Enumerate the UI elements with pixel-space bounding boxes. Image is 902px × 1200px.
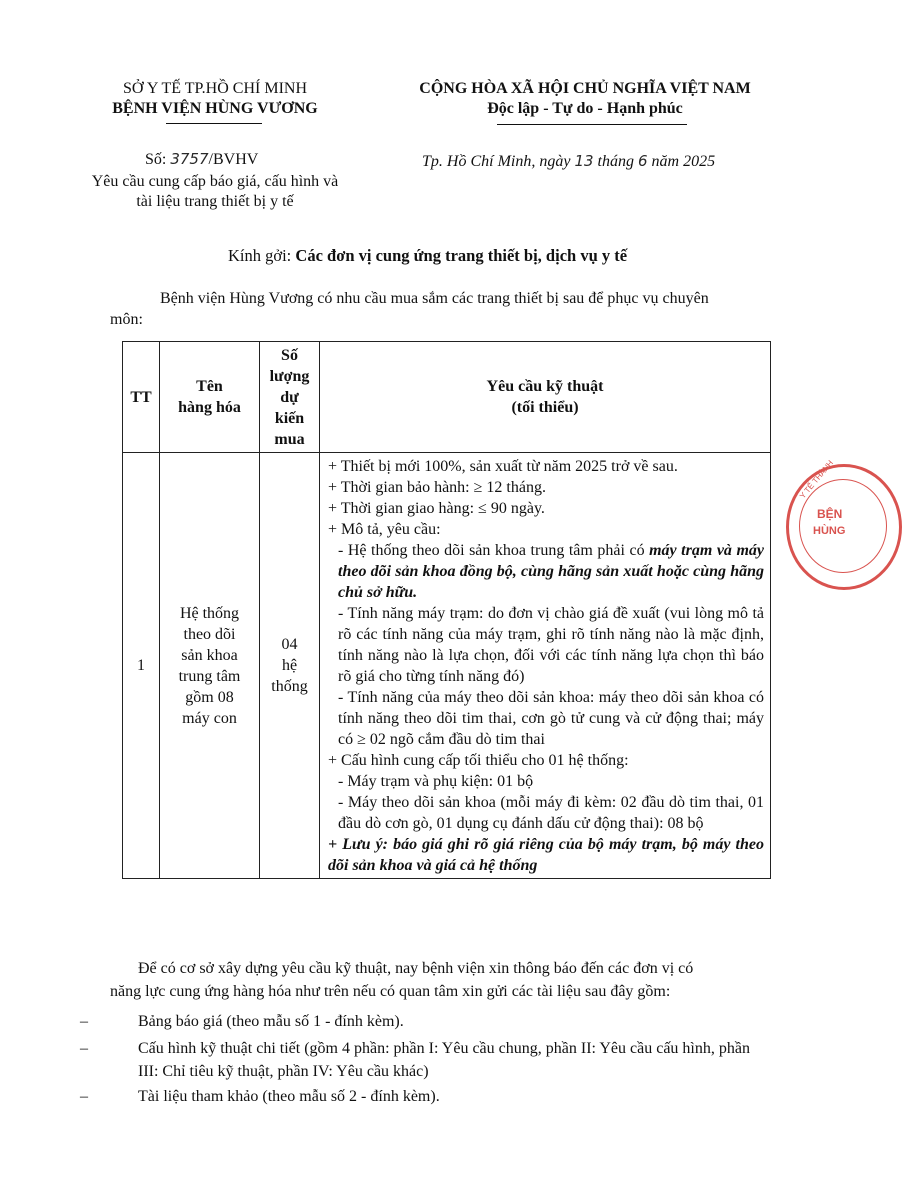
date-line [422, 151, 715, 172]
req-line: + Thời gian bảo hành: ≥ 12 tháng. [328, 479, 546, 496]
official-seal [786, 458, 902, 590]
req-line: - Tính năng của máy theo dõi sản khoa: máy theo dõi sản khoa có tính năng theo dõi tim thai, cơn gò tử cung và cử động thai; máy có ≥ 02 ngõ cắm đầu dò tim thai [338, 689, 764, 748]
header-name-line: hàng hóa [178, 399, 241, 416]
intro-line-1: Bệnh viện Hùng Vương có nhu cầu mua sắm các trang thiết bị sau để phục vụ chuyên [160, 290, 709, 307]
req-sync-emphasis: máy trạm và máy theo dõi sản khoa đồng bộ, cùng hãng sản xuất hoặc cùng hãng chủ sở hữu. [338, 542, 765, 601]
seal-arc-text: Y TẾ THÀNH [797, 458, 836, 501]
seal-text-1: BỆN [817, 507, 843, 521]
req-line: + Thời gian giao hàng: ≤ 90 ngày. [328, 500, 545, 517]
header-qty-line: Số [281, 346, 298, 364]
intro-line-2: môn: [110, 311, 143, 328]
salutation [228, 246, 627, 266]
subject-line-1: Yêu cầu cung cấp báo giá, cấu hình và [91, 173, 339, 190]
req-line: + Mô tả, yêu cầu: [328, 521, 441, 538]
row-qty-line: hệ [281, 657, 298, 674]
equipment-table [122, 341, 771, 879]
row-name-line: máy con [182, 709, 237, 727]
req-sync-normal: - Hệ thống theo dõi sản khoa trung tâm phải có [338, 542, 650, 559]
header-tt: TT [123, 342, 160, 453]
row-requirements [320, 453, 771, 879]
seal-text-2: HÙNG [813, 525, 846, 537]
list-bullet: – [80, 1040, 88, 1057]
req-line: + Cấu hình cung cấp tối thiểu cho 01 hệ thống: [328, 752, 629, 769]
list-item [80, 1085, 740, 1108]
subject-line-2: tài liệu trang thiết bị y tế [136, 193, 294, 210]
date-month-word: tháng [597, 153, 634, 170]
date-day-handwritten: 13 [574, 152, 594, 170]
table-row [123, 453, 771, 879]
date-year: năm 2025 [651, 153, 716, 170]
closing-line-2: năng lực cung ứng hàng hóa như trên nếu có quan tâm xin gửi các tài liệu sau đây gồm: [110, 983, 671, 1000]
hospital-name: BỆNH VIỆN HÙNG VƯƠNG [112, 100, 318, 117]
salutation-prefix: Kính gởi: [228, 246, 292, 265]
header-req-line: (tối thiểu) [511, 399, 579, 416]
req-line: + Thiết bị mới 100%, sản xuất từ năm 2025 trở về sau. [328, 458, 678, 475]
header-qty-line: dự [280, 388, 299, 406]
row-qty-line: thống [271, 678, 308, 695]
list-bullet: – [80, 1013, 88, 1030]
department-name: SỞ Y TẾ TP.HỒ CHÍ MINH [122, 80, 307, 97]
row-name-line: gồm 08 [185, 688, 234, 706]
row-qty-line: 04 [281, 636, 298, 653]
national-motto: Độc lập - Tự do - Hạnh phúc [487, 100, 683, 117]
list-bullet: – [80, 1088, 88, 1105]
header-req-line: Yêu cầu kỹ thuật [486, 378, 604, 395]
number-prefix: Số: [145, 151, 167, 168]
list-item-text: Bảng báo giá (theo mẫu số 1 - đính kèm). [138, 1013, 404, 1030]
header-name [160, 342, 260, 453]
number-handwritten: 3757 [170, 150, 209, 168]
date-month-handwritten: 6 [638, 152, 648, 170]
list-item [80, 1010, 740, 1033]
row-name [160, 453, 260, 879]
row-tt: 1 [123, 453, 160, 879]
header-name-line: Tên [196, 378, 223, 395]
list-item-text: Cấu hình kỹ thuật chi tiết (gồm 4 phần: phần I: Yêu cầu chung, phần II: Yêu cầu cấu hình, phần III: Chỉ tiêu kỹ thuật, phần IV: Yêu cầu khác) [138, 1040, 750, 1080]
header-qty-line: lượng [269, 367, 310, 385]
date-prefix: Tp. Hồ Chí Minh, ngày [422, 153, 571, 170]
req-line: - Máy trạm và phụ kiện: 01 bộ [338, 773, 534, 790]
row-name-line: Hệ thống [179, 604, 240, 622]
header-qty-line: kiến [274, 409, 305, 427]
header-requirements [320, 342, 771, 453]
hospital-underline [166, 123, 262, 124]
header-qty-line: mua [274, 430, 305, 448]
list-item-text: Tài liệu tham khảo (theo mẫu số 2 - đính kèm). [138, 1088, 440, 1105]
row-name-line: theo dõi [183, 625, 236, 643]
document-number [145, 149, 258, 170]
row-name-line: trung tâm [178, 667, 241, 685]
row-qty [260, 453, 320, 879]
req-note: + Lưu ý: báo giá ghi rõ giá riêng của bộ máy trạm, bộ máy theo dõi sản khoa và giá cả hệ thống [328, 836, 764, 874]
table-header-row [123, 342, 771, 453]
list-item [80, 1037, 750, 1083]
number-suffix: /BVHV [208, 151, 259, 168]
salutation-recipient: Các đơn vị cung ứng trang thiết bị, dịch vụ y tế [295, 246, 628, 265]
req-line: - Máy theo dõi sản khoa (mỗi máy đi kèm: 02 đầu dò tim thai, 01 đầu dò cơn gò, 01 dụng cụ đánh dấu cử động thai): 08 bộ [338, 794, 764, 832]
req-line-sync [328, 540, 764, 603]
row-name-line: sản khoa [181, 646, 238, 664]
closing-line-1: Để có cơ sở xây dựng yêu cầu kỹ thuật, nay bệnh viện xin thông báo đến các đơn vị có [138, 960, 694, 977]
req-line: - Tính năng máy trạm: do đơn vị chào giá đề xuất (vui lòng mô tả rõ các tính năng của máy trạm, ghi rõ tính năng nào là mặc định, tính năng nào là lựa chọn, đối với các tính năng lựa chọn thì báo rõ giá cho từng tính năng đó) [338, 605, 764, 685]
header-qty [260, 342, 320, 453]
motto-underline [497, 124, 687, 125]
national-title: CỘNG HÒA XÃ HỘI CHỦ NGHĨA VIỆT NAM [419, 80, 751, 97]
